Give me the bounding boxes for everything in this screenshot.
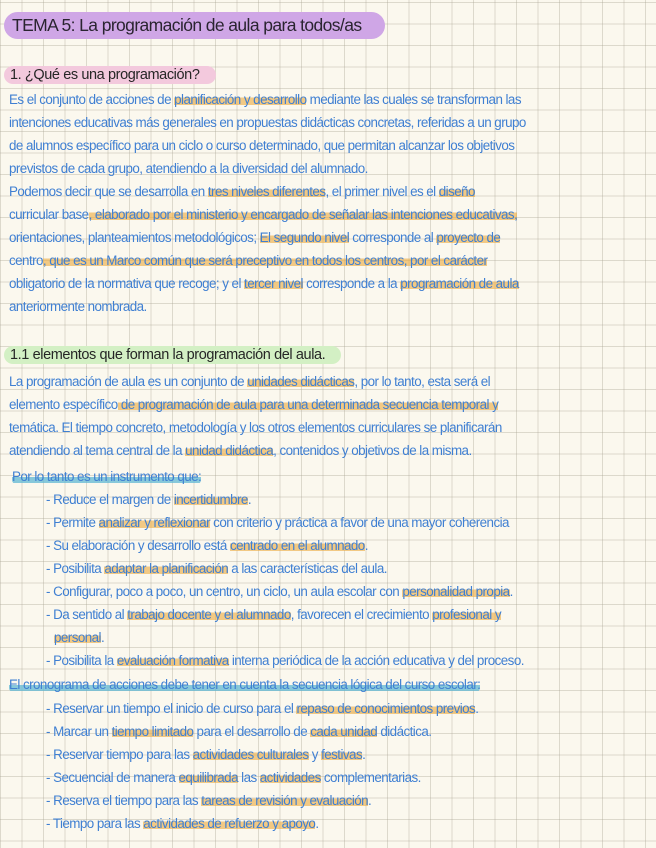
section-2-heading: 1.1 elementos que forman la programación del aula. <box>4 346 341 364</box>
highlighted-phrase: centrado en el alumnado <box>229 538 365 553</box>
section-1-heading: 1. ¿Qué es una programación? <box>4 66 216 84</box>
list-item <box>46 626 646 649</box>
text-run: curricular base <box>9 207 89 222</box>
text-run: corresponde al <box>349 230 437 245</box>
text-run: Es el conjunto de acciones de <box>9 92 175 107</box>
text-run: . <box>364 538 368 553</box>
text-line <box>9 111 649 134</box>
text-line <box>9 272 649 295</box>
text-run: . <box>475 701 479 716</box>
text-line <box>9 203 649 226</box>
text-run: previstos de cada grupo, atendiendo a la diversidad del alumnado. <box>9 161 368 176</box>
highlighted-phrase: personalidad propia <box>402 584 510 599</box>
text-run: las <box>237 770 260 785</box>
text-run: anteriormente nombrada. <box>9 299 147 314</box>
highlighted-phrase: El segundo nivel <box>259 230 350 245</box>
highlighted-phrase: repaso de conocimientos previos <box>296 701 476 716</box>
list-item <box>46 766 646 789</box>
instrument-list <box>46 488 646 672</box>
list-item <box>46 743 646 766</box>
text-run: mediante las cuales se transforman las <box>306 92 521 107</box>
title-block <box>4 12 385 39</box>
text-run: - Posibilita <box>46 561 105 576</box>
text-run: para el desarrollo de <box>193 724 311 739</box>
highlighted-phrase: adaptar la planificación <box>104 561 229 576</box>
text-run: complementarias. <box>320 770 421 785</box>
text-run: , por lo tanto, esta será el <box>354 374 491 389</box>
list-item <box>46 720 646 743</box>
highlighted-phrase: personal <box>54 630 101 645</box>
text-run: - Configurar, poco a poco, un centro, un ciclo, un aula escolar con <box>46 584 403 599</box>
text-run: temática. El tiempo concreto, metodología y los otros elementos curriculares se planificarán <box>9 420 502 435</box>
highlighted-phrase: planificación y desarrollo <box>174 92 307 107</box>
text-line <box>9 393 649 416</box>
highlighted-phrase: , que es un Marco común que será preceptivo en todos los centros, por el carácter <box>42 253 488 268</box>
highlighted-phrase: , elaborado por el ministerio y encargado de señalar las intenciones educativas, <box>88 207 518 222</box>
highlighted-phrase: de programación de aula para una determinada secuencia temporal y <box>117 397 499 412</box>
list-item <box>46 789 646 812</box>
text-run: corresponde a la <box>302 276 401 291</box>
text-run: , contenidos y objetivos de la misma. <box>273 443 472 458</box>
text-line <box>9 157 649 180</box>
text-run: , el primer nivel es el <box>325 184 439 199</box>
text-run: - Secuencial de manera <box>46 770 179 785</box>
text-run: - Da sentido al <box>46 607 128 622</box>
text-line <box>9 226 649 249</box>
highlighted-phrase: trabajo docente y el alumnado <box>127 607 291 622</box>
text-run: intenciones educativas más generales en propuestas didácticas concretas, referidas a un grupo <box>9 115 526 130</box>
text-run: y <box>308 747 322 762</box>
highlighted-phrase: proyecto de <box>436 230 501 245</box>
text-line <box>9 249 649 272</box>
text-run: . <box>362 747 366 762</box>
instrument-intro-text: Por lo tanto es un instrumento que: <box>12 469 202 484</box>
text-run: de alumnos específico para un ciclo o curso determinado, que permitan alcanzar los objetivos <box>9 138 515 153</box>
text-run: . <box>100 630 105 645</box>
text-run: orientaciones, planteamientos metodológicos; <box>9 230 260 245</box>
highlighted-phrase: diseño <box>438 184 475 199</box>
text-run: - Marcar un <box>46 724 112 739</box>
list-item <box>46 511 646 534</box>
text-run: - Posibilita la <box>46 653 117 668</box>
list-item <box>46 812 646 835</box>
page-title: TEMA 5: La programación de aula para todos/as <box>4 12 385 39</box>
highlighted-phrase: tiempo limitado <box>111 724 194 739</box>
text-run: didáctica. <box>377 724 432 739</box>
highlighted-phrase: tercer nivel <box>244 276 303 291</box>
text-run: Podemos decir que se desarrolla en <box>9 184 208 199</box>
text-run: interna periódica de la acción educativa y del proceso. <box>228 653 524 668</box>
text-run: obligatorio de la normativa que recoge; y el <box>9 276 245 291</box>
highlighted-phrase: unidad didáctica <box>185 443 274 458</box>
highlighted-phrase: actividades de refuerzo y apoyo <box>143 816 316 831</box>
text-line <box>9 88 649 111</box>
highlighted-phrase: unidades didácticas <box>247 374 355 389</box>
list-item <box>46 557 646 580</box>
section-2-paragraph-1 <box>9 370 649 462</box>
text-run: - Tiempo para las <box>46 816 144 831</box>
highlighted-phrase: tareas de revisión y evaluación <box>201 793 369 808</box>
text-run: - Permite <box>46 515 99 530</box>
list-item <box>46 580 646 603</box>
text-run: . <box>247 492 251 507</box>
text-run: La programación de aula es un conjunto de <box>9 374 248 389</box>
highlighted-phrase: incertidumbre <box>173 492 248 507</box>
highlighted-phrase: actividades culturales <box>192 747 309 762</box>
text-run: a las características del aula. <box>228 561 387 576</box>
text-run: . <box>509 584 513 599</box>
highlighted-phrase: profesional y <box>432 607 501 622</box>
schedule-intro <box>9 673 649 696</box>
highlighted-phrase: festivas <box>321 747 363 762</box>
highlighted-phrase: evaluación formativa <box>116 653 229 668</box>
list-item <box>46 488 646 511</box>
text-run: - Su elaboración y desarrollo está <box>46 538 230 553</box>
list-item <box>46 534 646 557</box>
text-run: , favorecen el crecimiento <box>290 607 433 622</box>
text-line <box>9 134 649 157</box>
highlighted-phrase: analizar y reflexionar <box>98 515 210 530</box>
text-run: - Reservar tiempo para las <box>46 747 193 762</box>
highlighted-phrase: equilibrada <box>178 770 238 785</box>
text-line <box>9 439 649 462</box>
text-run: con criterio y práctica a favor de una mayor coherencia <box>210 515 509 530</box>
text-run: atendiendo al tema central de la <box>9 443 186 458</box>
highlighted-phrase: cada unidad <box>310 724 378 739</box>
text-line <box>9 295 649 318</box>
instrument-intro <box>12 465 652 488</box>
text-run: - Reserva el tiempo para las <box>46 793 202 808</box>
text-run: - Reservar un tiempo el inicio de curso para el <box>46 701 297 716</box>
schedule-list <box>46 697 646 835</box>
text-run: . <box>315 816 319 831</box>
text-run: - Reduce el margen de <box>46 492 174 507</box>
text-run: centro <box>9 253 43 268</box>
text-run: . <box>368 793 372 808</box>
text-run: elemento específico <box>9 397 118 412</box>
section-1-paragraph-2 <box>9 180 649 318</box>
section-1-paragraph-1 <box>9 88 649 180</box>
schedule-intro-text: El cronograma de acciones debe tener en cuenta la secuencia lógica del curso escolar: <box>9 677 481 692</box>
list-item <box>46 603 646 626</box>
text-line <box>9 180 649 203</box>
list-item <box>46 697 646 720</box>
highlighted-phrase: actividades <box>259 770 321 785</box>
highlighted-phrase: tres niveles diferentes <box>207 184 326 199</box>
list-item <box>46 649 646 672</box>
highlighted-phrase: programación de aula <box>400 276 519 291</box>
text-line <box>9 370 649 393</box>
text-line <box>9 416 649 439</box>
